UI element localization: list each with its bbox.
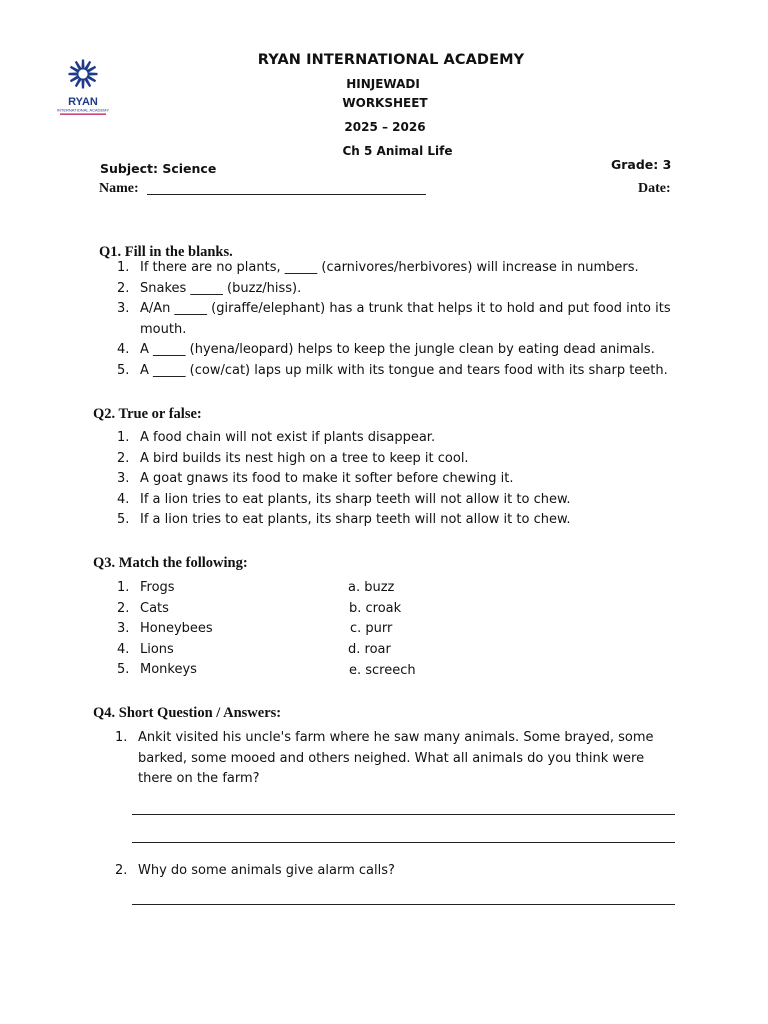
q4-list <box>93 728 675 790</box>
name-field-line[interactable] <box>147 194 426 195</box>
q2-list <box>95 428 685 531</box>
list-item: 1. Ankit visited his uncle's farm where he saw many animals. Some brayed, some barked, some mooed and others neighed. What all animals do you think were there on the farm? <box>115 730 654 787</box>
list-item: 1. Frogs <box>117 580 175 595</box>
list-item: 4. If a lion tries to eat plants, its sharp teeth will not allow it to chew. <box>117 491 571 507</box>
list-item: 4. A _____ (hyena/leopard) helps to keep the jungle clean by eating dead animals. <box>117 342 655 358</box>
list-item: 5. A _____ (cow/cat) laps up milk with its tongue and tears food with its sharp teeth. <box>117 362 668 378</box>
list-item: e. screech <box>349 662 416 678</box>
list-item: b. croak <box>349 600 402 616</box>
answer-line[interactable] <box>132 814 675 815</box>
q3-heading: Q3. Match the following: <box>93 555 248 571</box>
list-item: 2. Snakes _____ (buzz/hiss). <box>117 280 302 296</box>
chapter-title: Ch 5 Animal Life <box>342 144 453 158</box>
list-item: 2. Cats <box>117 600 169 616</box>
logo-underline <box>60 114 106 115</box>
date-label: Date: <box>638 181 671 196</box>
list-item: 5. Monkeys <box>117 662 197 678</box>
q3-left-column <box>95 578 335 681</box>
list-item: 2. A bird builds its nest high on a tree to keep it cool. <box>117 450 469 466</box>
q3-right-column <box>348 578 416 682</box>
list-item: c. purr <box>350 621 393 637</box>
q1-heading: Q1. Fill in the blanks. <box>99 244 233 260</box>
logo-subtext: INTERNATIONAL ACADEMY <box>56 107 110 113</box>
q1-list <box>95 258 685 382</box>
logo-text: RYAN <box>68 96 98 108</box>
q4-heading: Q4. Short Question / Answers: <box>93 705 282 721</box>
name-label: Name: <box>99 181 139 196</box>
q4-list-2 <box>93 861 675 882</box>
list-item: d. roar <box>348 642 391 658</box>
list-item: a. buzz <box>348 580 395 595</box>
answer-line[interactable] <box>132 842 675 843</box>
answer-line[interactable] <box>132 904 675 905</box>
list-item: 3. A goat gnaws its food to make it softer before chewing it. <box>117 471 514 487</box>
subject-label: Subject: Science <box>100 161 217 176</box>
grade-label: Grade: 3 <box>611 157 672 172</box>
document-type: WORKSHEET <box>342 96 428 110</box>
list-item: 1. If there are no plants, _____ (carnivores/herbivores) will increase in numbers. <box>117 260 639 275</box>
academic-year: 2025 – 2026 <box>344 120 426 134</box>
list-item: 3. Honeybees <box>117 621 213 637</box>
school-name: RYAN INTERNATIONAL ACADEMY <box>257 52 525 68</box>
q2-heading: Q2. True or false: <box>93 406 202 422</box>
list-item: 4. Lions <box>117 641 174 657</box>
list-item: 5. If a lion tries to eat plants, its sharp teeth will not allow it to chew. <box>117 512 571 528</box>
list-item: 2. Why do some animals give alarm calls? <box>115 863 395 878</box>
branch-name: HINJEWADI <box>346 77 420 91</box>
list-item: 1. A food chain will not exist if plants disappear. <box>117 430 436 445</box>
list-item: 3. A/An _____ (giraffe/elephant) has a trunk that helps it to hold and put food into its mouth. <box>117 301 671 337</box>
